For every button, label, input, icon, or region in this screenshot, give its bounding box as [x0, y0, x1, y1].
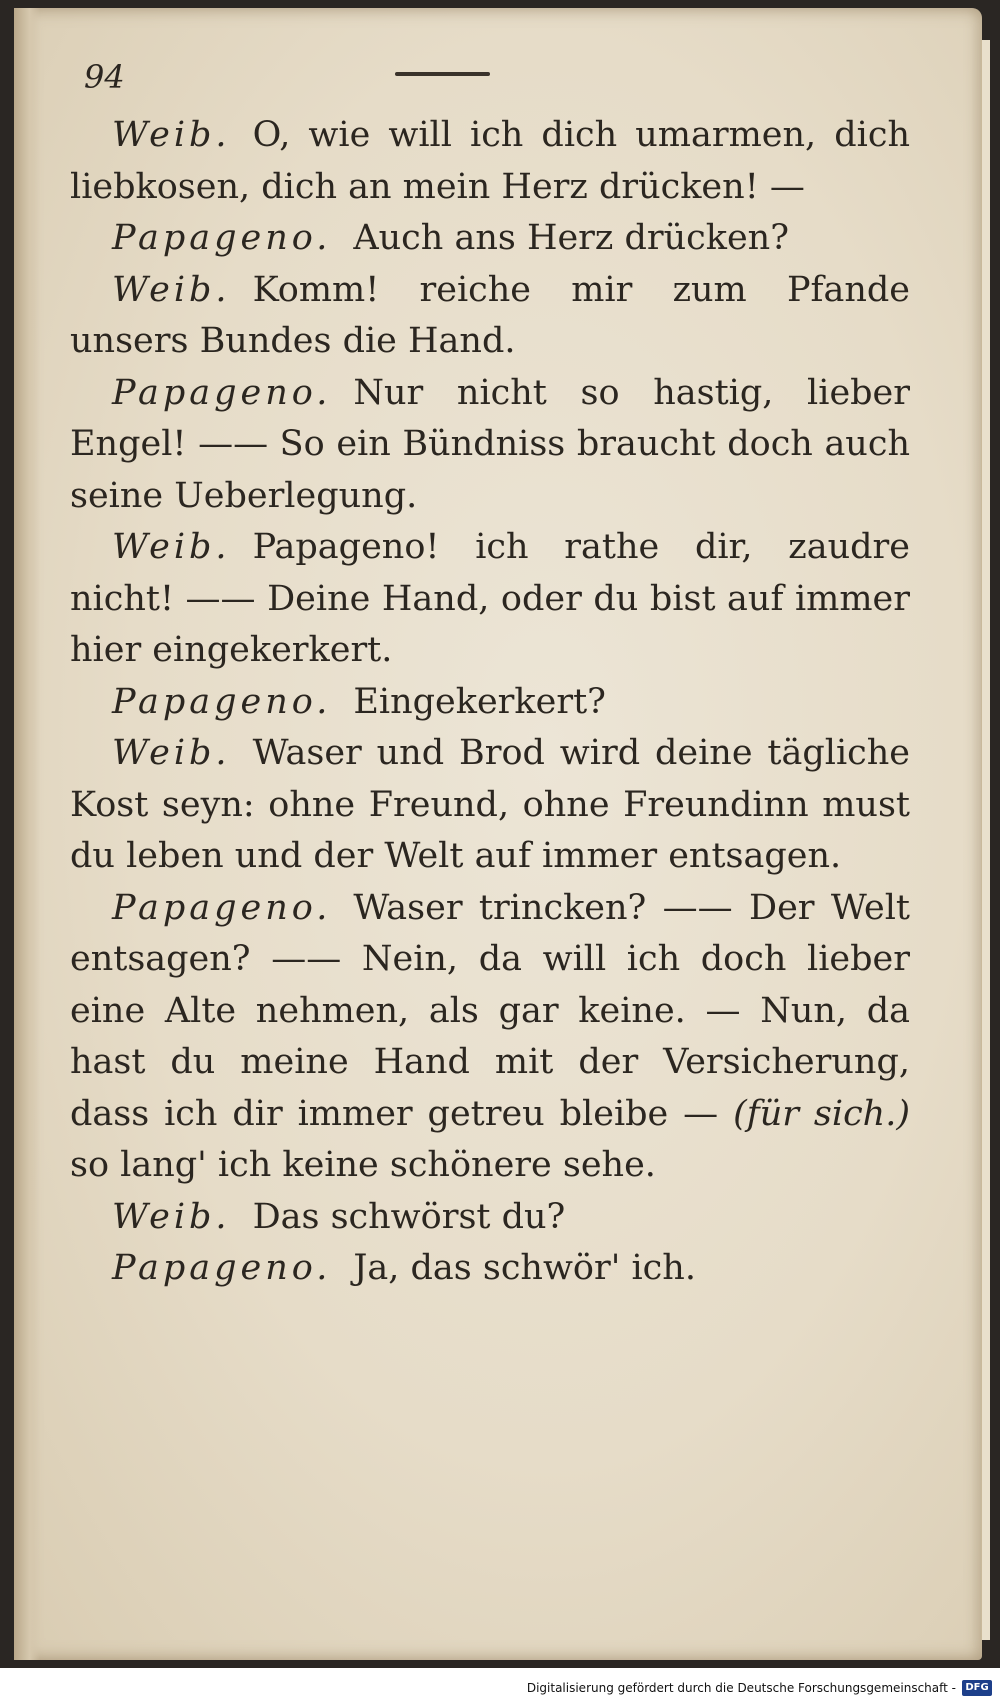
dialogue-line — [70, 883, 910, 1192]
speaker-name: Papageno. — [112, 681, 332, 722]
dialogue-text: Auch ans Herz drücken? — [353, 218, 789, 258]
speaker-name: Weib. — [112, 115, 231, 155]
digitization-footer — [0, 1668, 1000, 1704]
dialogue-line — [70, 110, 910, 213]
speaker-name: Papageno. — [112, 372, 332, 413]
speaker-name: Weib. — [112, 733, 231, 773]
dialogue-text: Das schwörst du? — [252, 1196, 566, 1237]
page-edge — [981, 40, 990, 1640]
speaker-name: Weib. — [112, 527, 231, 567]
speaker-name: Papageno. — [112, 218, 332, 258]
header-rule — [395, 72, 490, 76]
stage-direction: (für sich.) — [733, 1093, 910, 1134]
speaker-name: Weib. — [112, 1196, 231, 1237]
page-number: 94 — [84, 58, 125, 96]
dialogue-line — [70, 265, 910, 368]
dialogue-text: Waser und Brod wird deine tägliche Kost seyn: ohne Freund, ohne Freundinn must du leben und der Welt auf immer entsagen. — [70, 733, 910, 876]
dialogue-text: Waser trincken? —— Der Welt entsagen? —— Nein, da will ich doch lieber eine Alte nehmen, als gar keine. — Nun, da hast du meine Hand mit der Versicherung, dass ich dir immer getreu bleibe — — [70, 887, 910, 1134]
dialogue-line — [70, 213, 910, 265]
speaker-name: Weib. — [112, 269, 231, 310]
page-spine-shadow — [14, 8, 40, 1660]
dialogue-text: Ja, das schwör' ich. — [353, 1248, 696, 1288]
speaker-name: Papageno. — [112, 1248, 332, 1288]
dialogue-text: so lang' ich keine schönere sehe. — [70, 1145, 656, 1185]
funding-credit: Digitalisierung gefördert durch die Deutsche Forschungsgemeinschaft - — [526, 1681, 956, 1695]
speaker-name: Papageno. — [112, 887, 332, 928]
dialogue-text: Nur nicht so hastig, lieber Engel! —— So ein Bündniss braucht doch auch seine Ueberlegung. — [70, 372, 910, 516]
page-header — [70, 40, 910, 110]
dfg-logo-icon: DFG — [962, 1680, 992, 1696]
dialogue-text: Eingekerkert? — [353, 681, 606, 722]
dialogue-line — [70, 522, 910, 677]
dialogue-line — [70, 1192, 910, 1244]
dialogue-line — [70, 368, 910, 523]
dialogue-text: O, wie will ich dich umarmen, dich liebkosen, dich an mein Herz drücken! — — [70, 115, 910, 207]
dialogue-text: Komm! reiche mir zum Pfande unsers Bundes die Hand. — [70, 269, 910, 361]
dialogue-line — [70, 728, 910, 883]
dialogue-line — [70, 677, 910, 729]
dialogue-text: Papageno! ich rathe dir, zaudre nicht! —— Deine Hand, oder du bist auf immer hier eingekerkert. — [70, 527, 910, 670]
page-text — [70, 40, 910, 1295]
dialogue-line — [70, 1243, 910, 1295]
